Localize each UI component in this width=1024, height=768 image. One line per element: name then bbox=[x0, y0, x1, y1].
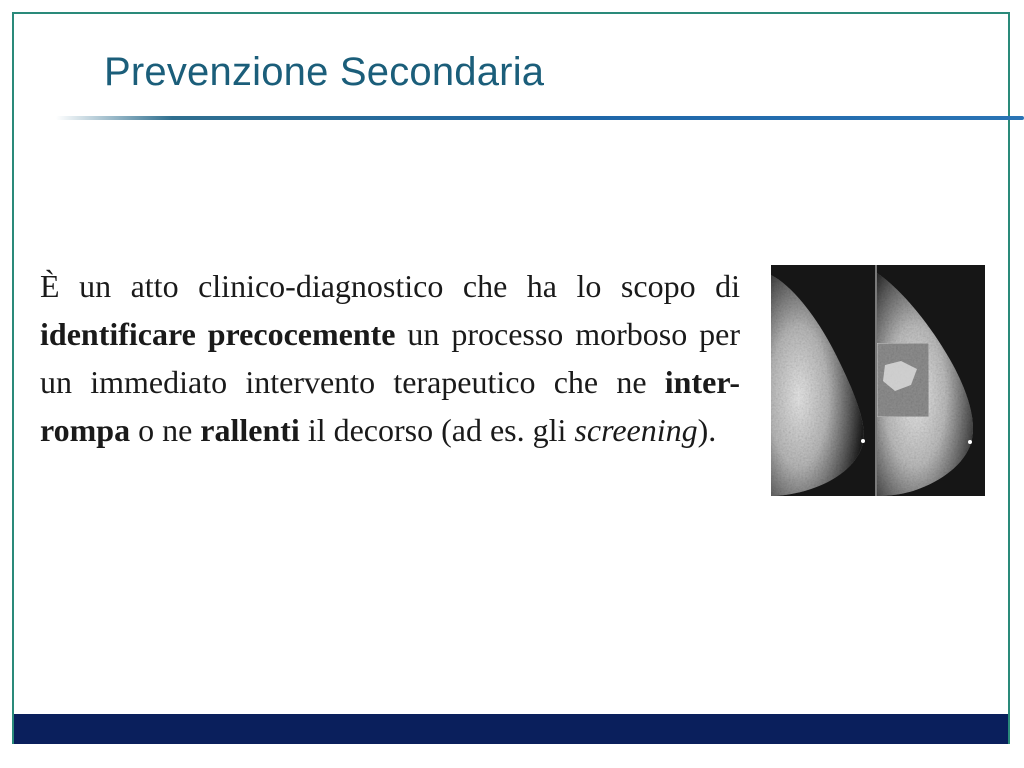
slide-title: Prevenzione Secondaria bbox=[104, 50, 545, 94]
marker-dot-right bbox=[968, 440, 972, 444]
emphasis-interrompa: inter-rompa bbox=[40, 364, 740, 448]
body-paragraph bbox=[40, 262, 740, 454]
emphasis-identificare-precocemente: identificare precocemente bbox=[40, 316, 396, 352]
body-text-run: un processo morboso per un immediato intervento terapeutico che ne bbox=[40, 316, 740, 400]
marker-dot-left bbox=[861, 439, 865, 443]
emphasis-screening: screening bbox=[574, 412, 698, 448]
body-text-run: o ne bbox=[130, 412, 201, 448]
footer-bar bbox=[14, 714, 1008, 744]
title-underline bbox=[56, 116, 1024, 120]
body-text-run: il decorso (ad es. gli bbox=[299, 412, 575, 448]
body-text-run: ). bbox=[697, 412, 717, 448]
mammography-illustration bbox=[771, 265, 985, 496]
body-text-run: È un atto clinico-diagnostico che ha lo scopo di bbox=[40, 268, 740, 304]
mammography-image bbox=[771, 265, 985, 496]
emphasis-rallenti: rallenti bbox=[200, 412, 300, 448]
